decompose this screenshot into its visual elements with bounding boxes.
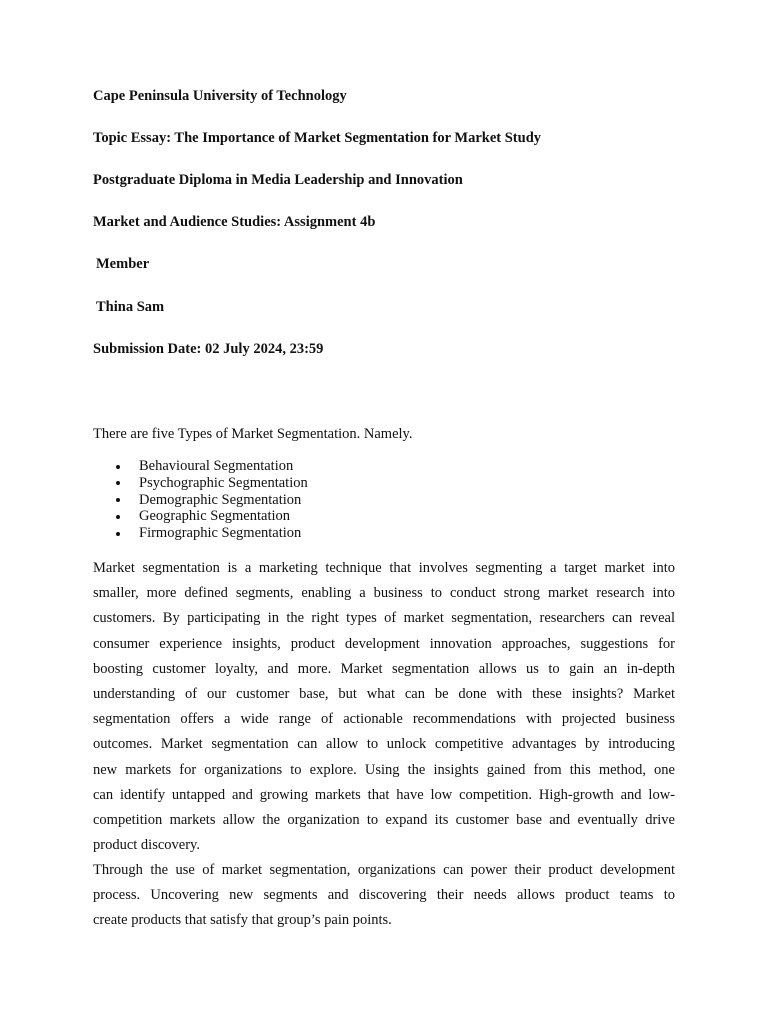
- bullet-icon: [116, 532, 120, 536]
- submission-date: Submission Date: 02 July 2024, 23:59: [93, 341, 324, 357]
- bullet-icon: [116, 465, 120, 469]
- member-name: Thina Sam: [96, 299, 165, 315]
- paragraph-line: customers. By participating in the right types of market segmentation, researchers can reveal: [93, 610, 675, 627]
- bullet-icon: [116, 481, 120, 485]
- list-item-label: Behavioural Segmentation: [139, 458, 294, 474]
- list-item: [93, 525, 308, 542]
- paragraph-line: consumer experience insights, product development innovation approaches, suggestions for: [93, 635, 675, 652]
- list-item-label: Geographic Segmentation: [139, 508, 290, 525]
- bullet-icon: [116, 515, 120, 519]
- list-item: [93, 492, 308, 509]
- body-paragraph-1: [93, 556, 675, 858]
- list-item: [93, 458, 308, 475]
- body-paragraph-2: [93, 858, 675, 934]
- segment-list: [93, 458, 308, 542]
- bullet-icon: [116, 498, 120, 502]
- diploma-heading: Postgraduate Diploma in Media Leadership and Innovation: [93, 172, 463, 188]
- paragraph-line: Through the use of market segmentation, organizations can power their product development: [93, 862, 675, 878]
- paragraph-line: product discovery.: [93, 837, 200, 854]
- intro-sentence: There are five Types of Market Segmentation. Namely.: [93, 426, 413, 442]
- list-item: [93, 508, 308, 525]
- topic-heading: Topic Essay: The Importance of Market Segmentation for Market Study: [93, 130, 542, 146]
- member-label: Member: [96, 256, 150, 272]
- list-item-label: Firmographic Segmentation: [139, 525, 302, 542]
- paragraph-line: competition markets allow the organization to expand its customer base and eventually drive: [93, 811, 675, 828]
- course-heading: Market and Audience Studies: Assignment 4b: [93, 214, 376, 230]
- list-item-label: Psychographic Segmentation: [139, 474, 308, 491]
- paragraph-line: segmentation offers a wide range of actionable recommendations with projected business: [93, 711, 675, 728]
- paragraph-line: outcomes. Market segmentation can allow to unlock competitive advantages by introducing: [93, 736, 675, 753]
- paragraph-line: can identify untapped and growing markets that have low competition. High-growth and low-: [93, 786, 675, 803]
- paragraph-line: smaller, more defined segments, enabling a business to conduct strong market research into: [93, 585, 675, 602]
- paragraph-line: Market segmentation is a marketing technique that involves segmenting a target market into: [93, 560, 675, 576]
- paragraph-line: create products that satisfy that group’s pain points.: [93, 912, 392, 929]
- list-item: [93, 475, 308, 492]
- paragraph-line: understanding of our customer base, but what can be done with these insights? Market: [93, 685, 675, 702]
- paragraph-line: process. Uncovering new segments and discovering their needs allows product teams to: [93, 887, 675, 904]
- paragraph-line: new markets for organizations to explore. Using the insights gained from this method, one: [93, 761, 675, 778]
- list-item-label: Demographic Segmentation: [139, 491, 302, 508]
- paragraph-line: boosting customer loyalty, and more. Market segmentation allows us to gain an in-depth: [93, 660, 675, 677]
- university-heading: Cape Peninsula University of Technology: [93, 88, 347, 104]
